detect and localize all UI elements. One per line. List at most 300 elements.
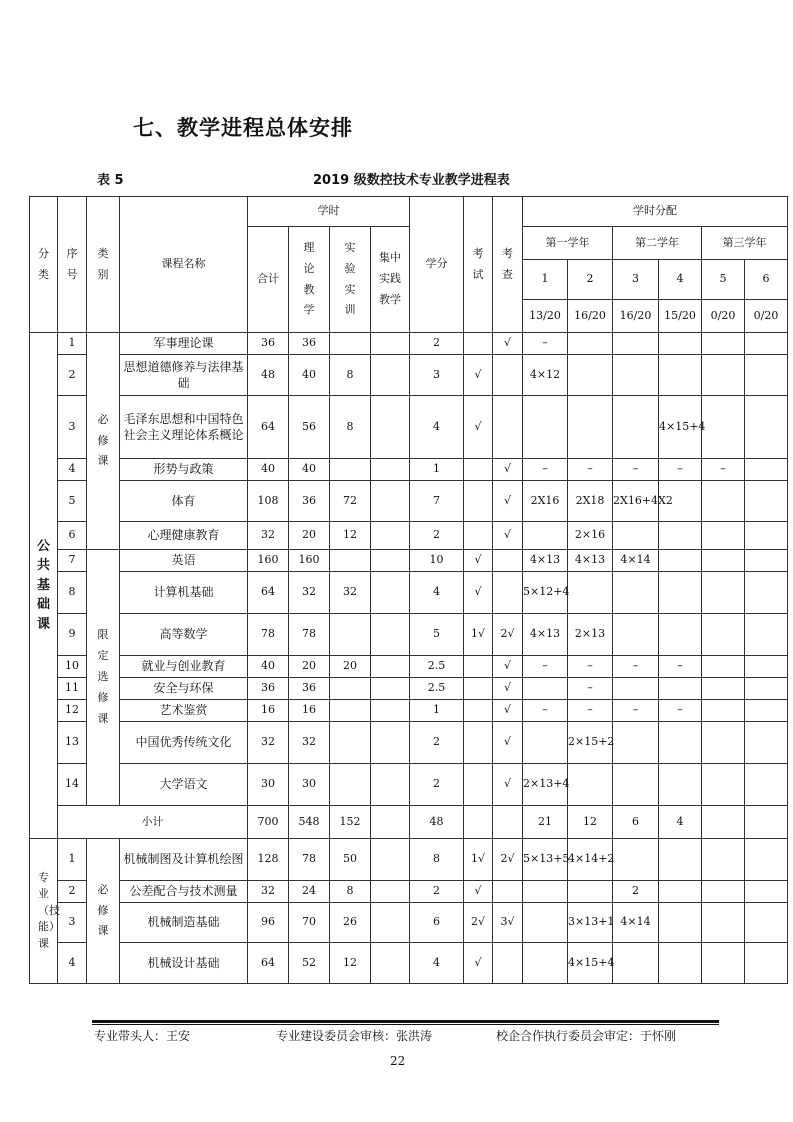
cell-credit: 4 xyxy=(410,396,464,459)
cell-s4 xyxy=(659,678,702,700)
header-check: 考查 xyxy=(493,197,523,333)
cell-check xyxy=(493,355,523,396)
cell-credit: 4 xyxy=(410,943,464,984)
cell-seq: 4 xyxy=(58,459,87,481)
header-semester-1: 1 xyxy=(523,260,568,300)
cell-s5 xyxy=(702,881,745,903)
table-row xyxy=(30,943,788,984)
cell-seq: 8 xyxy=(58,572,87,614)
cell-s3 xyxy=(613,333,659,355)
cell-s6 xyxy=(745,333,788,355)
cell-s4 xyxy=(659,522,702,550)
cell-check: √ xyxy=(493,764,523,806)
cell-credit: 7 xyxy=(410,481,464,522)
cell-conc xyxy=(371,839,410,881)
header-credits: 学分 xyxy=(410,197,464,333)
subtotal-check xyxy=(493,806,523,839)
cell-conc xyxy=(371,333,410,355)
subtotal-s5 xyxy=(702,806,745,839)
cell-seq: 5 xyxy=(58,481,87,522)
cell-lab: 8 xyxy=(330,881,371,903)
table-row xyxy=(30,333,788,355)
cell-exam xyxy=(464,722,493,764)
cell-s3 xyxy=(613,678,659,700)
cell-check: √ xyxy=(493,481,523,522)
cell-s4 xyxy=(659,903,702,943)
cell-exam: √ xyxy=(464,881,493,903)
cell-credit: 2.5 xyxy=(410,656,464,678)
cell-lab: 12 xyxy=(330,522,371,550)
header-year2: 第二学年 xyxy=(613,227,702,260)
subtotal-s6 xyxy=(745,806,788,839)
table-label: 表 5 xyxy=(97,173,124,188)
cell-s2 xyxy=(568,355,613,396)
cell-conc xyxy=(371,459,410,481)
cell-s5 xyxy=(702,333,745,355)
header-weeks-6: 0/20 xyxy=(745,300,788,333)
cell-s5 xyxy=(702,700,745,722)
cell-s4 xyxy=(659,572,702,614)
cell-lab: 50 xyxy=(330,839,371,881)
cell-s4: 4×15+4 xyxy=(659,396,702,459)
cell-check: 3√ xyxy=(493,903,523,943)
teaching-schedule-table xyxy=(29,196,788,984)
group-professional-label: 专业（技能）课 xyxy=(38,870,60,950)
table-row xyxy=(30,614,788,656)
cell-check xyxy=(493,550,523,572)
cell-exam xyxy=(464,764,493,806)
cell-conc xyxy=(371,881,410,903)
cell-total: 40 xyxy=(248,459,289,481)
cell-s1: 4×12 xyxy=(523,355,568,396)
cell-check: √ xyxy=(493,522,523,550)
cell-s6 xyxy=(745,839,788,881)
cell-total: 36 xyxy=(248,678,289,700)
table-row xyxy=(30,522,788,550)
cell-seq: 7 xyxy=(58,550,87,572)
group-professional xyxy=(30,839,58,984)
cell-s5 xyxy=(702,396,745,459)
header-semester-5: 5 xyxy=(702,260,745,300)
cell-course-name: 安全与环保 xyxy=(120,678,248,700)
cell-conc xyxy=(371,481,410,522)
group-elective-label: 限定选修课 xyxy=(97,628,109,725)
cell-theory: 56 xyxy=(289,396,330,459)
cell-credit: 8 xyxy=(410,839,464,881)
cell-lab xyxy=(330,764,371,806)
cell-s3 xyxy=(613,839,659,881)
cell-exam xyxy=(464,481,493,522)
cell-s6 xyxy=(745,700,788,722)
header-category: 分类 xyxy=(30,197,58,333)
group-public-basic-label: 公共基础课 xyxy=(37,538,51,632)
header-exam: 考试 xyxy=(464,197,493,333)
cell-s6 xyxy=(745,396,788,459)
header-weeks-4: 15/20 xyxy=(659,300,702,333)
cell-lab xyxy=(330,700,371,722)
cell-check: √ xyxy=(493,459,523,481)
cell-total: 78 xyxy=(248,614,289,656)
cell-s1 xyxy=(523,903,568,943)
cell-course-name: 机械制图及计算机绘图 xyxy=(120,839,248,881)
header-total: 合计 xyxy=(248,227,289,333)
cell-exam xyxy=(464,333,493,355)
cell-conc xyxy=(371,903,410,943)
cell-conc xyxy=(371,764,410,806)
cell-seq: 2 xyxy=(58,355,87,396)
cell-course-name: 公差配合与技术测量 xyxy=(120,881,248,903)
cell-s3: 4×14 xyxy=(613,903,659,943)
cell-theory: 160 xyxy=(289,550,330,572)
cell-total: 40 xyxy=(248,656,289,678)
header-seq: 序号 xyxy=(58,197,87,333)
header-weeks-3: 16/20 xyxy=(613,300,659,333)
cell-credit: 6 xyxy=(410,903,464,943)
cell-theory: 36 xyxy=(289,481,330,522)
subtotal-label: 小计 xyxy=(58,806,248,839)
cell-seq: 9 xyxy=(58,614,87,656)
cell-conc xyxy=(371,700,410,722)
cell-s5 xyxy=(702,614,745,656)
table-title: 2019 级数控技术专业教学进程表 xyxy=(313,173,510,188)
cell-s1: 2×13+4 xyxy=(523,764,568,806)
cell-course-name: 艺术鉴赏 xyxy=(120,700,248,722)
header-semester-4: 4 xyxy=(659,260,702,300)
cell-total: 48 xyxy=(248,355,289,396)
cell-seq: 13 xyxy=(58,722,87,764)
cell-s4 xyxy=(659,550,702,572)
cell-conc xyxy=(371,943,410,984)
cell-exam xyxy=(464,459,493,481)
cell-theory: 32 xyxy=(289,722,330,764)
cell-s1: – xyxy=(523,333,568,355)
cell-lab: 20 xyxy=(330,656,371,678)
group-required-label: 必修课 xyxy=(97,412,109,468)
cell-s5 xyxy=(702,481,745,522)
cell-s6 xyxy=(745,614,788,656)
cell-check: 2√ xyxy=(493,839,523,881)
cell-conc xyxy=(371,678,410,700)
cell-total: 128 xyxy=(248,839,289,881)
cell-s1: 2X16 xyxy=(523,481,568,522)
cell-course-name: 机械制造基础 xyxy=(120,903,248,943)
cell-s3: – xyxy=(613,700,659,722)
cell-s3: 2X16+4X2 xyxy=(613,481,659,522)
table-row xyxy=(30,903,788,943)
cell-seq: 11 xyxy=(58,678,87,700)
footer-rule xyxy=(92,1020,719,1023)
cell-s2: 3×13+1 xyxy=(568,903,613,943)
cell-theory: 78 xyxy=(289,839,330,881)
cell-check: √ xyxy=(493,656,523,678)
cell-seq: 10 xyxy=(58,656,87,678)
cell-credit: 1 xyxy=(410,700,464,722)
cell-course-name: 就业与创业教育 xyxy=(120,656,248,678)
cell-s3 xyxy=(613,522,659,550)
cell-check xyxy=(493,396,523,459)
cell-s5 xyxy=(702,943,745,984)
cell-exam: √ xyxy=(464,355,493,396)
cell-s1: – xyxy=(523,700,568,722)
cell-s6 xyxy=(745,764,788,806)
table-row xyxy=(30,764,788,806)
subtotal-total: 700 xyxy=(248,806,289,839)
cell-s1: 4×13 xyxy=(523,550,568,572)
table-row xyxy=(30,722,788,764)
cell-s3 xyxy=(613,943,659,984)
cell-s1: 5×12+4 xyxy=(523,572,568,614)
cell-s2 xyxy=(568,881,613,903)
cell-theory: 40 xyxy=(289,459,330,481)
cell-theory: 24 xyxy=(289,881,330,903)
cell-s2: – xyxy=(568,459,613,481)
table-row xyxy=(30,881,788,903)
cell-s6 xyxy=(745,522,788,550)
cell-s4 xyxy=(659,839,702,881)
table-row xyxy=(30,678,788,700)
header-allocation: 学时分配 xyxy=(523,197,788,227)
cell-check xyxy=(493,943,523,984)
cell-s5 xyxy=(702,839,745,881)
cell-s5 xyxy=(702,722,745,764)
cell-theory: 32 xyxy=(289,572,330,614)
cell-course-name: 计算机基础 xyxy=(120,572,248,614)
cell-course-name: 体育 xyxy=(120,481,248,522)
cell-s5 xyxy=(702,764,745,806)
cell-s4 xyxy=(659,881,702,903)
subtotal-s2: 12 xyxy=(568,806,613,839)
subtotal-s3: 6 xyxy=(613,806,659,839)
cell-exam xyxy=(464,678,493,700)
cell-total: 30 xyxy=(248,764,289,806)
cell-s2 xyxy=(568,572,613,614)
table-row xyxy=(30,656,788,678)
cell-conc xyxy=(371,550,410,572)
cell-s6 xyxy=(745,459,788,481)
header-type: 类别 xyxy=(87,197,120,333)
cell-theory: 36 xyxy=(289,333,330,355)
cell-credit: 2 xyxy=(410,522,464,550)
cell-s2 xyxy=(568,396,613,459)
cell-exam: 2√ xyxy=(464,903,493,943)
cell-total: 32 xyxy=(248,522,289,550)
cell-conc xyxy=(371,656,410,678)
cell-course-name: 毛泽东思想和中国特色社会主义理论体系概论 xyxy=(120,396,248,459)
header-year3: 第三学年 xyxy=(702,227,788,260)
cell-lab xyxy=(330,722,371,764)
cell-seq: 14 xyxy=(58,764,87,806)
table-row xyxy=(30,572,788,614)
cell-s6 xyxy=(745,678,788,700)
cell-lab xyxy=(330,333,371,355)
cell-s6 xyxy=(745,943,788,984)
cell-check: √ xyxy=(493,333,523,355)
cell-check: 2√ xyxy=(493,614,523,656)
cell-credit: 4 xyxy=(410,572,464,614)
cell-lab xyxy=(330,614,371,656)
cell-s4: – xyxy=(659,459,702,481)
cell-lab: 32 xyxy=(330,572,371,614)
cell-s5: – xyxy=(702,459,745,481)
cell-exam: √ xyxy=(464,572,493,614)
table-row xyxy=(30,700,788,722)
cell-s4 xyxy=(659,943,702,984)
cell-theory: 52 xyxy=(289,943,330,984)
cell-s6 xyxy=(745,722,788,764)
subtotal-conc xyxy=(371,806,410,839)
cell-s1 xyxy=(523,943,568,984)
cell-lab: 8 xyxy=(330,396,371,459)
cell-lab xyxy=(330,459,371,481)
cell-seq: 2 xyxy=(58,881,87,903)
cell-course-name: 军事理论课 xyxy=(120,333,248,355)
page-number: 22 xyxy=(390,1054,406,1068)
table-row xyxy=(30,839,788,881)
cell-course-name: 形势与政策 xyxy=(120,459,248,481)
cell-s3: – xyxy=(613,459,659,481)
cell-s2: – xyxy=(568,678,613,700)
cell-s4: – xyxy=(659,700,702,722)
cell-s2: – xyxy=(568,656,613,678)
header-theory: 理论教学 xyxy=(289,227,330,333)
cell-theory: 16 xyxy=(289,700,330,722)
table-row xyxy=(30,481,788,522)
cell-total: 32 xyxy=(248,722,289,764)
cell-s6 xyxy=(745,903,788,943)
cell-seq: 4 xyxy=(58,943,87,984)
cell-exam xyxy=(464,522,493,550)
cell-check xyxy=(493,572,523,614)
cell-s5 xyxy=(702,678,745,700)
cell-s5 xyxy=(702,656,745,678)
cell-s6 xyxy=(745,881,788,903)
cell-s2: – xyxy=(568,700,613,722)
cell-s1: – xyxy=(523,656,568,678)
section-heading: 七、教学进程总体安排 xyxy=(133,116,353,140)
cell-s2: 4×13 xyxy=(568,550,613,572)
cell-course-name: 中国优秀传统文化 xyxy=(120,722,248,764)
cell-s2: 4×14+2 xyxy=(568,839,613,881)
cell-exam: 1√ xyxy=(464,839,493,881)
cell-total: 160 xyxy=(248,550,289,572)
cell-seq: 1 xyxy=(58,839,87,881)
table-row xyxy=(30,459,788,481)
cell-s2: 2×16 xyxy=(568,522,613,550)
cell-s3 xyxy=(613,614,659,656)
cell-total: 64 xyxy=(248,396,289,459)
cell-s5 xyxy=(702,903,745,943)
group-public-basic xyxy=(30,333,58,839)
cell-seq: 3 xyxy=(58,903,87,943)
cell-theory: 20 xyxy=(289,522,330,550)
cell-seq: 1 xyxy=(58,333,87,355)
cell-theory: 40 xyxy=(289,355,330,396)
cell-s1 xyxy=(523,678,568,700)
cell-exam: √ xyxy=(464,396,493,459)
cell-lab: 12 xyxy=(330,943,371,984)
cell-s6 xyxy=(745,656,788,678)
cell-course-name: 思想道德修养与法律基础 xyxy=(120,355,248,396)
cell-exam: 1√ xyxy=(464,614,493,656)
group-elective xyxy=(87,550,120,806)
cell-s2: 2×13 xyxy=(568,614,613,656)
cell-conc xyxy=(371,572,410,614)
header-semester-6: 6 xyxy=(745,260,788,300)
table-row xyxy=(30,550,788,572)
cell-s3 xyxy=(613,355,659,396)
cell-credit: 1 xyxy=(410,459,464,481)
cell-seq: 3 xyxy=(58,396,87,459)
cell-lab: 26 xyxy=(330,903,371,943)
cell-s4: – xyxy=(659,656,702,678)
cell-s5 xyxy=(702,355,745,396)
header-course-name: 课程名称 xyxy=(120,197,248,333)
subtotal-credit: 48 xyxy=(410,806,464,839)
footer-committee: 专业建设委员会审核：张洪涛 xyxy=(276,1029,433,1043)
cell-s3 xyxy=(613,722,659,764)
subtotal-lab: 152 xyxy=(330,806,371,839)
cell-total: 64 xyxy=(248,572,289,614)
cell-s5 xyxy=(702,522,745,550)
cell-check xyxy=(493,881,523,903)
cell-s3 xyxy=(613,764,659,806)
footer-rule-thin xyxy=(92,1024,719,1025)
cell-s4 xyxy=(659,764,702,806)
cell-credit: 2 xyxy=(410,722,464,764)
cell-s3: 4×14 xyxy=(613,550,659,572)
cell-s1: 5×13+5 xyxy=(523,839,568,881)
header-concentrated: 集中实践教学 xyxy=(371,227,410,333)
table-row xyxy=(30,396,788,459)
cell-course-name: 大学语文 xyxy=(120,764,248,806)
cell-exam: √ xyxy=(464,943,493,984)
cell-total: 16 xyxy=(248,700,289,722)
header-lab: 实验实训 xyxy=(330,227,371,333)
cell-credit: 2 xyxy=(410,881,464,903)
cell-credit: 10 xyxy=(410,550,464,572)
cell-s4 xyxy=(659,614,702,656)
header-semester-3: 3 xyxy=(613,260,659,300)
cell-exam xyxy=(464,656,493,678)
cell-s6 xyxy=(745,550,788,572)
header-year1: 第一学年 xyxy=(523,227,613,260)
header-weeks-1: 13/20 xyxy=(523,300,568,333)
cell-s3 xyxy=(613,396,659,459)
cell-total: 64 xyxy=(248,943,289,984)
cell-s2 xyxy=(568,764,613,806)
cell-s3: 2 xyxy=(613,881,659,903)
cell-s4 xyxy=(659,355,702,396)
subtotal-s1: 21 xyxy=(523,806,568,839)
cell-s4 xyxy=(659,722,702,764)
cell-lab: 8 xyxy=(330,355,371,396)
subtotal-s4: 4 xyxy=(659,806,702,839)
cell-conc xyxy=(371,355,410,396)
cell-s6 xyxy=(745,355,788,396)
cell-course-name: 英语 xyxy=(120,550,248,572)
cell-lab xyxy=(330,678,371,700)
cell-theory: 78 xyxy=(289,614,330,656)
cell-course-name: 机械设计基础 xyxy=(120,943,248,984)
subtotal-theory: 548 xyxy=(289,806,330,839)
group-pro-required-label: 必修课 xyxy=(97,882,109,938)
cell-exam xyxy=(464,700,493,722)
cell-s2 xyxy=(568,333,613,355)
cell-credit: 2 xyxy=(410,333,464,355)
cell-s2: 2×15+2 xyxy=(568,722,613,764)
cell-seq: 12 xyxy=(58,700,87,722)
cell-credit: 5 xyxy=(410,614,464,656)
